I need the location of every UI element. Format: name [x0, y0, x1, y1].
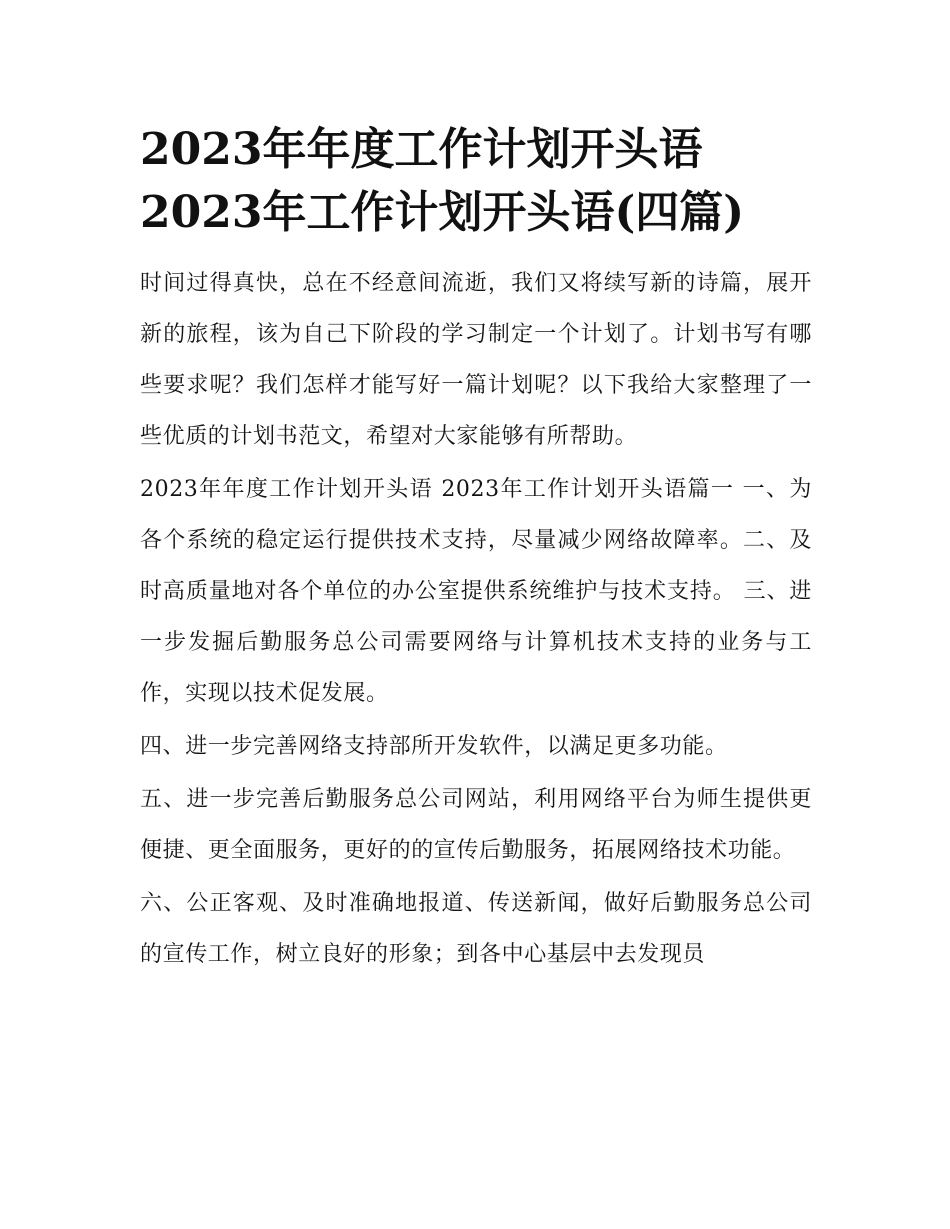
plan-paragraph-5: 五、进一步完善后勤服务总公司网站，利用网络平台为师生提供更便捷、更全面服务，更好的的宣传后勤服务，拓展网络技术功能。 [140, 787, 812, 863]
plan-paragraph-4: 四、进一步完善网络支持部所开发软件，以满足更多功能。 [140, 734, 728, 759]
document-title [140, 118, 812, 244]
title-line-1: 2023年年度工作计划开头语 [140, 124, 703, 175]
document-body [140, 118, 812, 982]
intro-paragraph: 时间过得真快，总在不经意间流逝，我们又将续写新的诗篇，展开新的旅程，该为自己下阶段的学习制定一个计划了。计划书写有哪些要求呢？我们怎样才能写好一篇计划呢？以下我给大家整理了一些优质的计划书范文，希望对大家能够有所帮助。 [140, 271, 812, 449]
plan-paragraph-6: 六、公正客观、及时准确地报道、传送新闻，做好后勤服务总公司的宣传工作，树立良好的形象；到各中心基层中去发现员 [140, 891, 812, 967]
title-line-2: 2023年工作计划开头语(四篇) [140, 187, 745, 238]
plan-paragraph-1: 2023年年度工作计划开头语 2023年工作计划开头语篇一 一、为各个系统的稳定运行提供技术支持，尽量减少网络故障率。二、及时高质量地对各个单位的办公室提供系统维护与技术支持。 三、进一步发掘后勤服务总公司需要网络与计算机技术支持的业务与工作，实现以技术促发展。 [140, 477, 812, 706]
